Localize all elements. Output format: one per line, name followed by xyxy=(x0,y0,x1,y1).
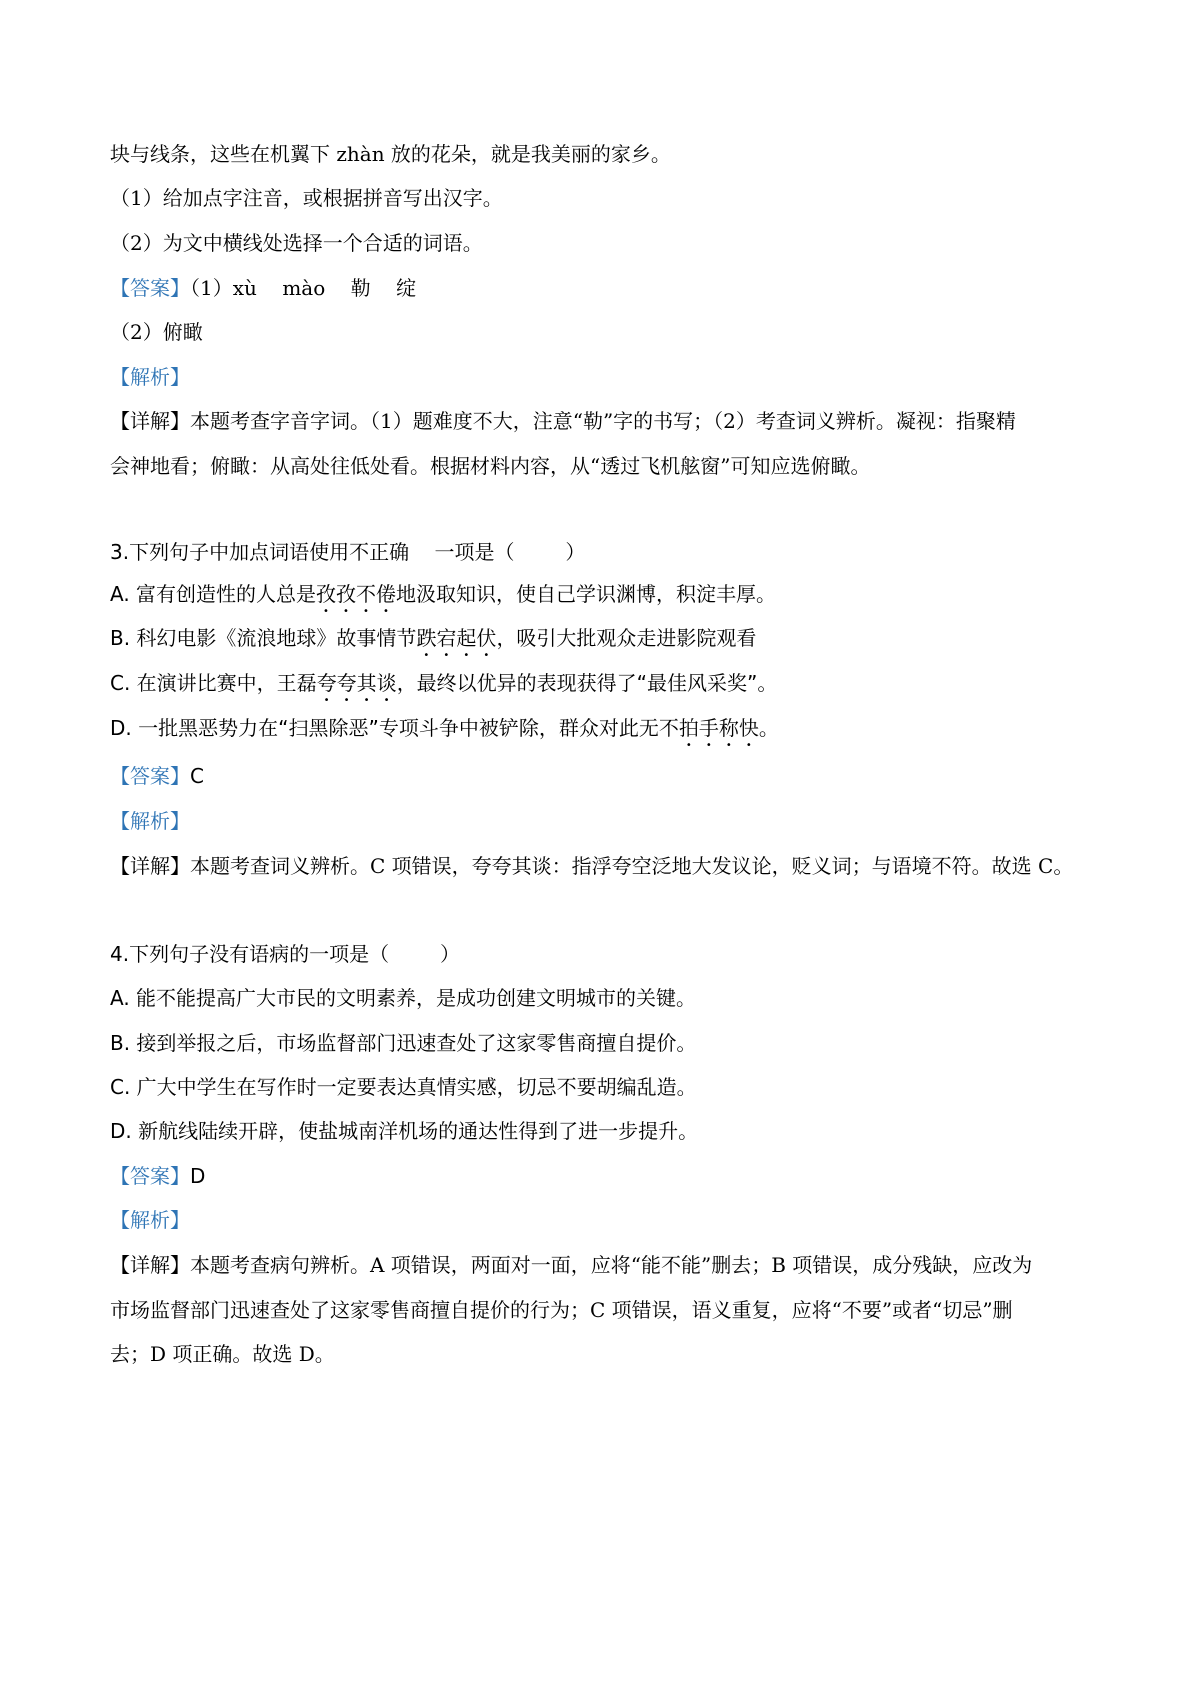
q4-option-b: B. 接到举报之后，市场监督部门迅速查处了这家零售商擅自提价。 xyxy=(110,1031,697,1055)
answer-text: （1）xù mào 勒 绽 xyxy=(190,276,417,300)
analysis-tag: 【解析】 xyxy=(110,365,190,389)
q4-option-a: A. 能不能提高广大市民的文明素养，是成功创建文明城市的关键。 xyxy=(110,986,697,1010)
q3-option-d xyxy=(110,716,1100,751)
option-text: D. 一批黑恶势力在“扫黑除恶”专项斗争中被铲除，群众对此无不 xyxy=(110,716,679,740)
intro-line: 块与线条，这些在机翼下 zhàn 放的花朵，就是我美丽的家乡。 xyxy=(110,142,671,166)
detail-line: 【详解】本题考查词义辨析。C 项错误，夸夸其谈：指浮夸空泛地大发议论，贬义词；与语境不符。故选 C。 xyxy=(110,854,1074,878)
answer-tag: 【答案】 xyxy=(110,276,190,300)
analysis-tag: 【解析】 xyxy=(110,809,190,833)
detail-line: 会神地看；俯瞰：从高处往低处看。根据材料内容，从“透过飞机舷窗”可知应选俯瞰。 xyxy=(110,454,871,478)
dotted-phrase: 拍手称快 xyxy=(678,716,759,740)
answer-text: C xyxy=(190,764,204,788)
option-text: B. 科幻电影《流浪地球》故事情节 xyxy=(110,626,417,650)
answer-tag: 【答案】 xyxy=(110,764,190,788)
option-text: ，吸引大批观众走进影院观看 xyxy=(496,626,757,650)
q4-option-d: D. 新航线陆续开辟，使盐城南洋机场的通达性得到了进一步提升。 xyxy=(110,1119,699,1143)
q2-answer xyxy=(110,276,1100,300)
option-text: C. 在演讲比赛中，王磊 xyxy=(110,671,317,695)
sub-question-1: （1）给加点字注音，或根据拼音写出汉字。 xyxy=(110,186,503,210)
answer-text: D xyxy=(190,1164,206,1188)
detail-line: 【详解】本题考查字音字词。（1）题难度不大，注意“勒”字的书写；（2）考查词义辨析。凝视：指聚精 xyxy=(110,409,1016,433)
option-text: ，最终以优异的表现获得了“最佳风采奖”。 xyxy=(396,671,778,695)
detail-line: 【详解】本题考查病句辨析。A 项错误，两面对一面，应将“能不能”删去；B 项错误，成分残缺，应改为 xyxy=(110,1253,1033,1277)
q2-answer-2: （2）俯瞰 xyxy=(110,320,203,344)
option-text: A. 富有创造性的人总是 xyxy=(110,582,317,606)
dotted-phrase: 孜孜不倦 xyxy=(316,582,397,606)
q3-option-b xyxy=(110,626,1100,661)
analysis-tag: 【解析】 xyxy=(110,1208,190,1232)
detail-line: 市场监督部门迅速查处了这家零售商擅自提价的行为；C 项错误，语义重复，应将“不要”或者“切忌”删 xyxy=(110,1298,1013,1322)
q3-stem: 3.下列句子中加点词语使用不正确 一项是（ ） xyxy=(110,540,586,564)
q3-answer xyxy=(110,764,1100,788)
q3-option-a xyxy=(110,582,1100,617)
sub-question-2: （2）为文中横线处选择一个合适的词语。 xyxy=(110,231,483,255)
q4-option-c: C. 广大中学生在写作时一定要表达真情实感，切忌不要胡编乱造。 xyxy=(110,1075,697,1099)
dotted-phrase: 跌宕起伏 xyxy=(416,626,497,650)
detail-line: 去；D 项正确。故选 D。 xyxy=(110,1342,335,1366)
answer-tag: 【答案】 xyxy=(110,1164,190,1188)
option-text: 地汲取知识，使自己学识渊博，积淀丰厚。 xyxy=(396,582,777,606)
dotted-phrase: 夸夸其谈 xyxy=(316,671,397,695)
q4-answer xyxy=(110,1164,1100,1188)
q4-stem: 4.下列句子没有语病的一项是（ ） xyxy=(110,942,460,966)
q3-option-c xyxy=(110,671,1100,706)
option-text: 。 xyxy=(758,716,779,740)
